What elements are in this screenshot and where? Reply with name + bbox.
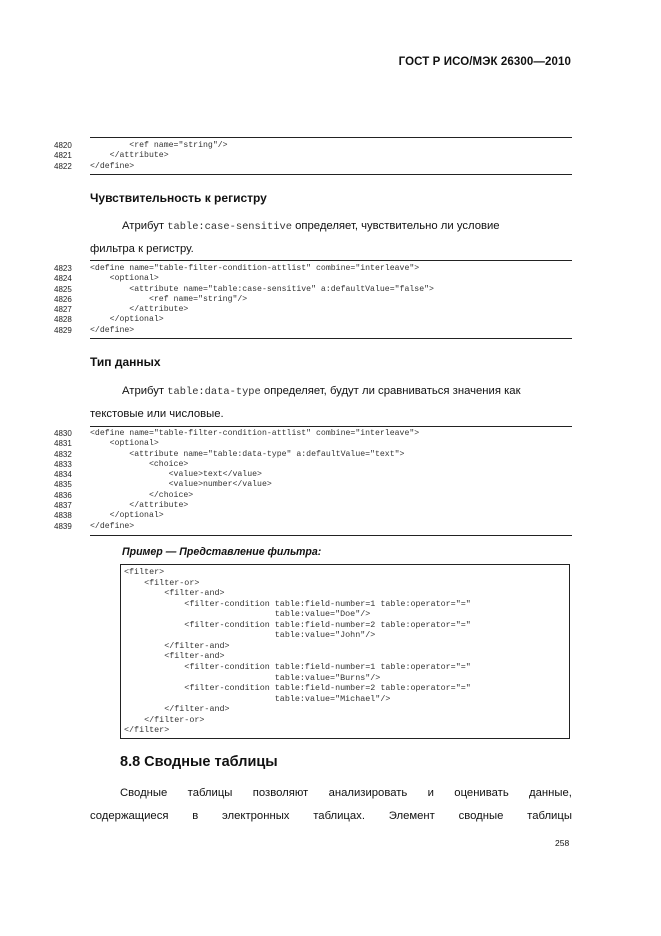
code-text: </attribute> (90, 305, 189, 315)
code-line (50, 450, 572, 460)
code-rule-bottom (90, 535, 572, 536)
code-line (50, 429, 572, 439)
line-number: 4834 (54, 470, 72, 480)
example-code-line: </filter> (124, 725, 170, 736)
word: таблицах. (313, 810, 365, 822)
example-code-line: <filter-and> (124, 588, 225, 599)
paragraph-pivot-line-2 (90, 810, 572, 822)
code-text: <define name="table-filter-condition-attlist" combine="interleave"> (90, 264, 420, 273)
example-code-line: <filter-condition table:field-number=1 table:operator="=" (124, 661, 471, 672)
code-text: </optional> (90, 511, 164, 521)
code-text: <optional> (90, 439, 159, 449)
code-text: <value>text</value> (90, 470, 262, 480)
line-number: 4832 (54, 449, 72, 459)
example-title: Пример — Представление фильтра: (122, 546, 322, 558)
code-line (50, 295, 572, 305)
word: Сводные (120, 787, 168, 799)
code-rule-top (90, 426, 572, 427)
code-text: </choice> (90, 490, 194, 500)
code-line (50, 511, 572, 521)
line-number: 4839 (54, 521, 72, 531)
code-line (50, 326, 572, 336)
inline-code: table:case-sensitive (167, 221, 292, 233)
inline-code: table:data-type (167, 386, 261, 398)
word: сводные (458, 810, 504, 822)
word: содержащиеся (90, 810, 169, 822)
line-number: 4830 (54, 429, 72, 438)
word: таблицы (187, 787, 233, 799)
code-line (50, 470, 572, 480)
code-line (50, 162, 572, 172)
code-block-1 (50, 141, 572, 172)
example-code-line: table:value="Burns"/> (124, 672, 381, 683)
word: в (192, 810, 199, 822)
line-number: 4835 (54, 480, 72, 490)
line-number: 4824 (54, 274, 72, 284)
line-number: 4825 (54, 284, 72, 294)
page-number: 258 (555, 838, 570, 848)
code-text: <choice> (90, 459, 189, 469)
code-block-3 (50, 429, 572, 532)
example-code-line: table:value="John"/> (124, 630, 376, 641)
code-block-2 (50, 264, 572, 336)
code-text: <attribute name="table:case-sensitive" a:defaultValue="false"> (90, 284, 434, 294)
line-number: 4831 (54, 439, 72, 449)
example-code-line: <filter-condition table:field-number=1 table:operator="=" (124, 598, 471, 609)
code-line (50, 522, 572, 532)
code-text: <value>number</value> (90, 480, 272, 490)
code-line (50, 460, 572, 470)
word: позволяют (252, 787, 309, 799)
code-text: <ref name="string"/> (90, 141, 228, 150)
line-number: 4821 (54, 151, 72, 161)
code-text: </define> (90, 161, 135, 171)
example-code-line: </filter-and> (124, 704, 230, 715)
line-number: 4837 (54, 501, 72, 511)
code-rule-bottom (90, 338, 572, 339)
code-line (50, 315, 572, 325)
line-number: 4833 (54, 459, 72, 469)
code-line (50, 491, 572, 501)
code-line (50, 141, 572, 151)
code-line (50, 480, 572, 490)
example-code-line: </filter-and> (124, 640, 230, 651)
line-number: 4827 (54, 305, 72, 315)
word: и (427, 787, 434, 799)
heading-data-type: Тип данных (90, 355, 161, 369)
code-line (50, 305, 572, 315)
word: Элемент (388, 810, 435, 822)
code-line (50, 274, 572, 284)
code-text: <ref name="string"/> (90, 294, 248, 304)
example-code-line: <filter-and> (124, 651, 225, 662)
code-text: <optional> (90, 274, 159, 284)
word: анализировать (328, 787, 408, 799)
paragraph-pivot-line-1 (120, 787, 572, 799)
example-code-line: <filter-or> (124, 577, 200, 588)
code-text: </attribute> (90, 501, 189, 511)
line-number: 4823 (54, 264, 72, 273)
example-code-box (120, 564, 570, 739)
word: таблицы (527, 810, 572, 822)
line-number: 4836 (54, 490, 72, 500)
code-text: </optional> (90, 315, 164, 325)
code-text: </define> (90, 325, 135, 335)
line-number: 4826 (54, 294, 72, 304)
code-line (50, 285, 572, 295)
line-number: 4838 (54, 511, 72, 521)
code-rule-top (90, 137, 572, 138)
example-code-line: <filter-condition table:field-number=2 table:operator="=" (124, 683, 471, 694)
example-code-line: <filter> (124, 567, 165, 577)
line-number: 4828 (54, 315, 72, 325)
example-code-line: </filter-or> (124, 714, 205, 725)
paragraph-data-type: Атрибут table:data-type определяет, будут ли сравниваться значения как текстовые или числовые. (90, 385, 521, 420)
code-rule-bottom (90, 174, 572, 175)
word: данные, (529, 787, 572, 799)
document-header: ГОСТ Р ИСО/МЭК 26300—2010 (398, 56, 571, 68)
code-text: </attribute> (90, 151, 169, 161)
code-text: <attribute name="table:data-type" a:defaultValue="text"> (90, 449, 405, 459)
paragraph-case-sensitivity: Атрибут table:case-sensitive определяет, чувствительно ли условие фильтра к регистру. (90, 220, 500, 255)
example-code-line: table:value="Doe"/> (124, 609, 371, 620)
code-line (50, 151, 572, 161)
heading-case-sensitivity: Чувствительность к регистру (90, 191, 267, 205)
line-number: 4829 (54, 325, 72, 335)
word: электронных (222, 810, 290, 822)
code-text: <define name="table-filter-condition-attlist" combine="interleave"> (90, 429, 420, 438)
code-line (50, 501, 572, 511)
heading-pivot-tables: 8.8 Сводные таблицы (120, 754, 278, 770)
code-line (50, 264, 572, 274)
word: оценивать (454, 787, 509, 799)
code-text: </define> (90, 521, 135, 531)
example-code-line: <filter-condition table:field-number=2 table:operator="=" (124, 619, 471, 630)
line-number: 4820 (54, 141, 72, 150)
code-rule-top (90, 260, 572, 261)
code-line (50, 439, 572, 449)
line-number: 4822 (54, 161, 72, 171)
example-code-line: table:value="Michael"/> (124, 693, 391, 704)
